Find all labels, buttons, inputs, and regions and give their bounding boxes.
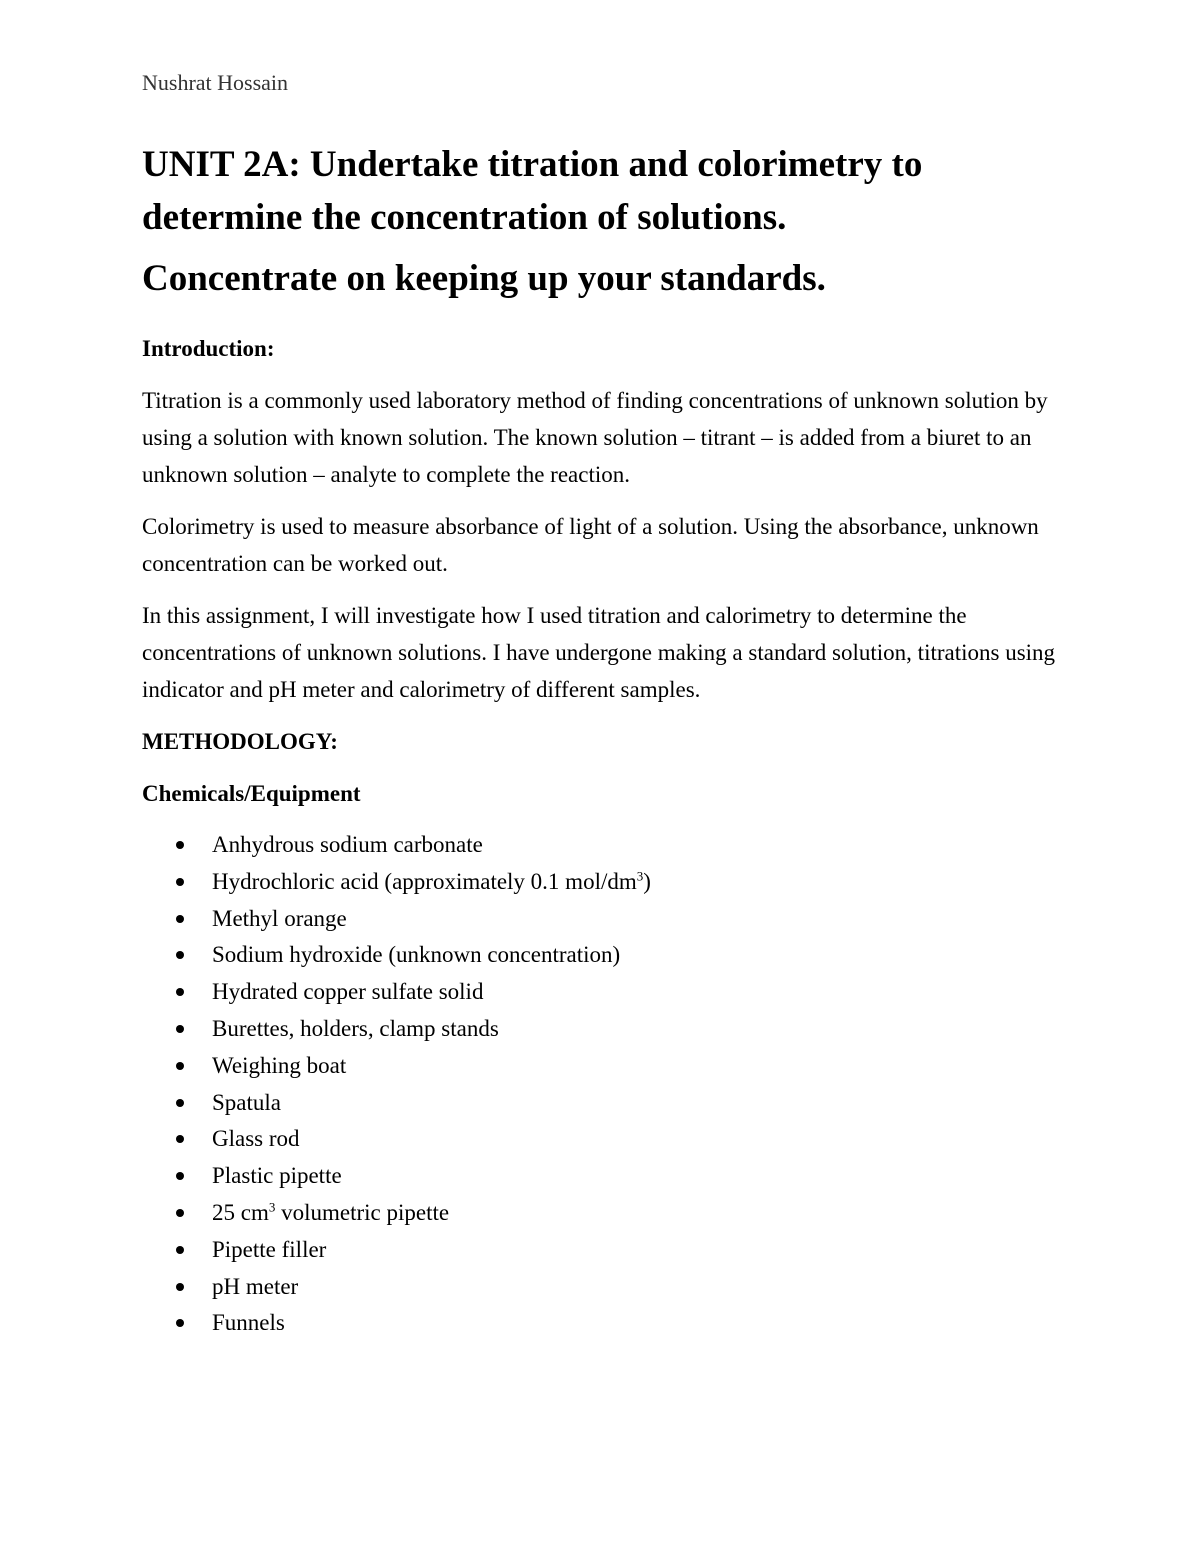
intro-paragraph-colorimetry: Colorimetry is used to measure absorbance of light of a solution. Using the absorbance, unknown concentration can be worked out.: [142, 514, 1039, 576]
bullet-icon: [176, 1283, 184, 1291]
list-item: [142, 1269, 1062, 1306]
list-item-text: pH meter: [212, 1273, 299, 1299]
methodology-heading: METHODOLOGY:: [142, 729, 338, 754]
bullet-icon: [176, 1025, 184, 1033]
introduction-heading: Introduction:: [142, 336, 275, 361]
list-item-text: Sodium hydroxide (unknown concentration): [212, 942, 621, 968]
list-item: [142, 1121, 1062, 1158]
bullet-icon: [176, 1246, 184, 1254]
bullet-icon: [176, 1172, 184, 1180]
list-item-text: Funnels: [212, 1310, 285, 1336]
list-item: [142, 1232, 1062, 1269]
bullet-icon: [176, 915, 184, 923]
bullet-icon: [176, 988, 184, 996]
equipment-list: [142, 827, 1062, 1342]
page-title: UNIT 2A: Undertake titration and colorimetry to determine the concentration of solutions.: [142, 144, 923, 238]
bullet-icon: [176, 1099, 184, 1107]
list-item-text: Plastic pipette: [212, 1163, 342, 1189]
list-item-text: 25 cm: [212, 1199, 269, 1225]
list-item: [142, 1305, 1062, 1342]
list-item-text-suffix: ): [643, 868, 651, 894]
superscript: 3: [268, 1199, 276, 1215]
list-item: [142, 1011, 1062, 1048]
list-item-text: Hydrochloric acid (approximately 0.1 mol/dm: [212, 868, 637, 894]
intro-paragraph-assignment: In this assignment, I will investigate how I used titration and calorimetry to determine the concentrations of unknown solutions. I have undergone making a standard solution, titrations using indicator and pH meter and calorimetry of different samples.: [142, 603, 1056, 702]
list-item-text: Hydrated copper sulfate solid: [212, 979, 484, 1005]
list-item: [142, 1048, 1062, 1085]
list-item-text: Pipette filler: [212, 1236, 327, 1262]
superscript: 3: [636, 868, 644, 884]
list-item: [142, 1158, 1062, 1195]
list-item-text: Methyl orange: [212, 905, 347, 931]
bullet-icon: [176, 1135, 184, 1143]
list-item: [142, 1085, 1062, 1122]
bullet-icon: [176, 878, 184, 886]
list-item-text: Spatula: [212, 1089, 281, 1115]
equipment-subheading: Chemicals/Equipment: [142, 781, 361, 806]
list-item-text: Burettes, holders, clamp stands: [212, 1015, 499, 1041]
bullet-icon: [176, 1209, 184, 1217]
page-subtitle: Concentrate on keeping up your standards.: [142, 258, 826, 299]
list-item: [142, 901, 1062, 938]
document-body: [142, 330, 1062, 1342]
bullet-icon: [176, 951, 184, 959]
title-block: [142, 138, 1062, 305]
list-item: [142, 864, 1062, 901]
bullet-icon: [176, 1062, 184, 1070]
list-item-text: Glass rod: [212, 1126, 300, 1152]
list-item: [142, 937, 1062, 974]
list-item: [142, 974, 1062, 1011]
list-item-text: Anhydrous sodium carbonate: [212, 832, 483, 857]
list-item: [142, 1195, 1062, 1232]
intro-paragraph-titration: Titration is a commonly used laboratory method of finding concentrations of unknown solution by using a solution with known solution. The known solution – titrant – is added from a biuret to an unknown solution – analyte to complete the reaction.: [142, 388, 1048, 487]
list-item-text-suffix: volumetric pipette: [275, 1199, 450, 1225]
list-item: [142, 827, 1062, 864]
header-author: Nushrat Hossain: [142, 70, 289, 95]
list-item-text: Weighing boat: [212, 1052, 347, 1078]
bullet-icon: [176, 841, 184, 849]
bullet-icon: [176, 1319, 184, 1327]
